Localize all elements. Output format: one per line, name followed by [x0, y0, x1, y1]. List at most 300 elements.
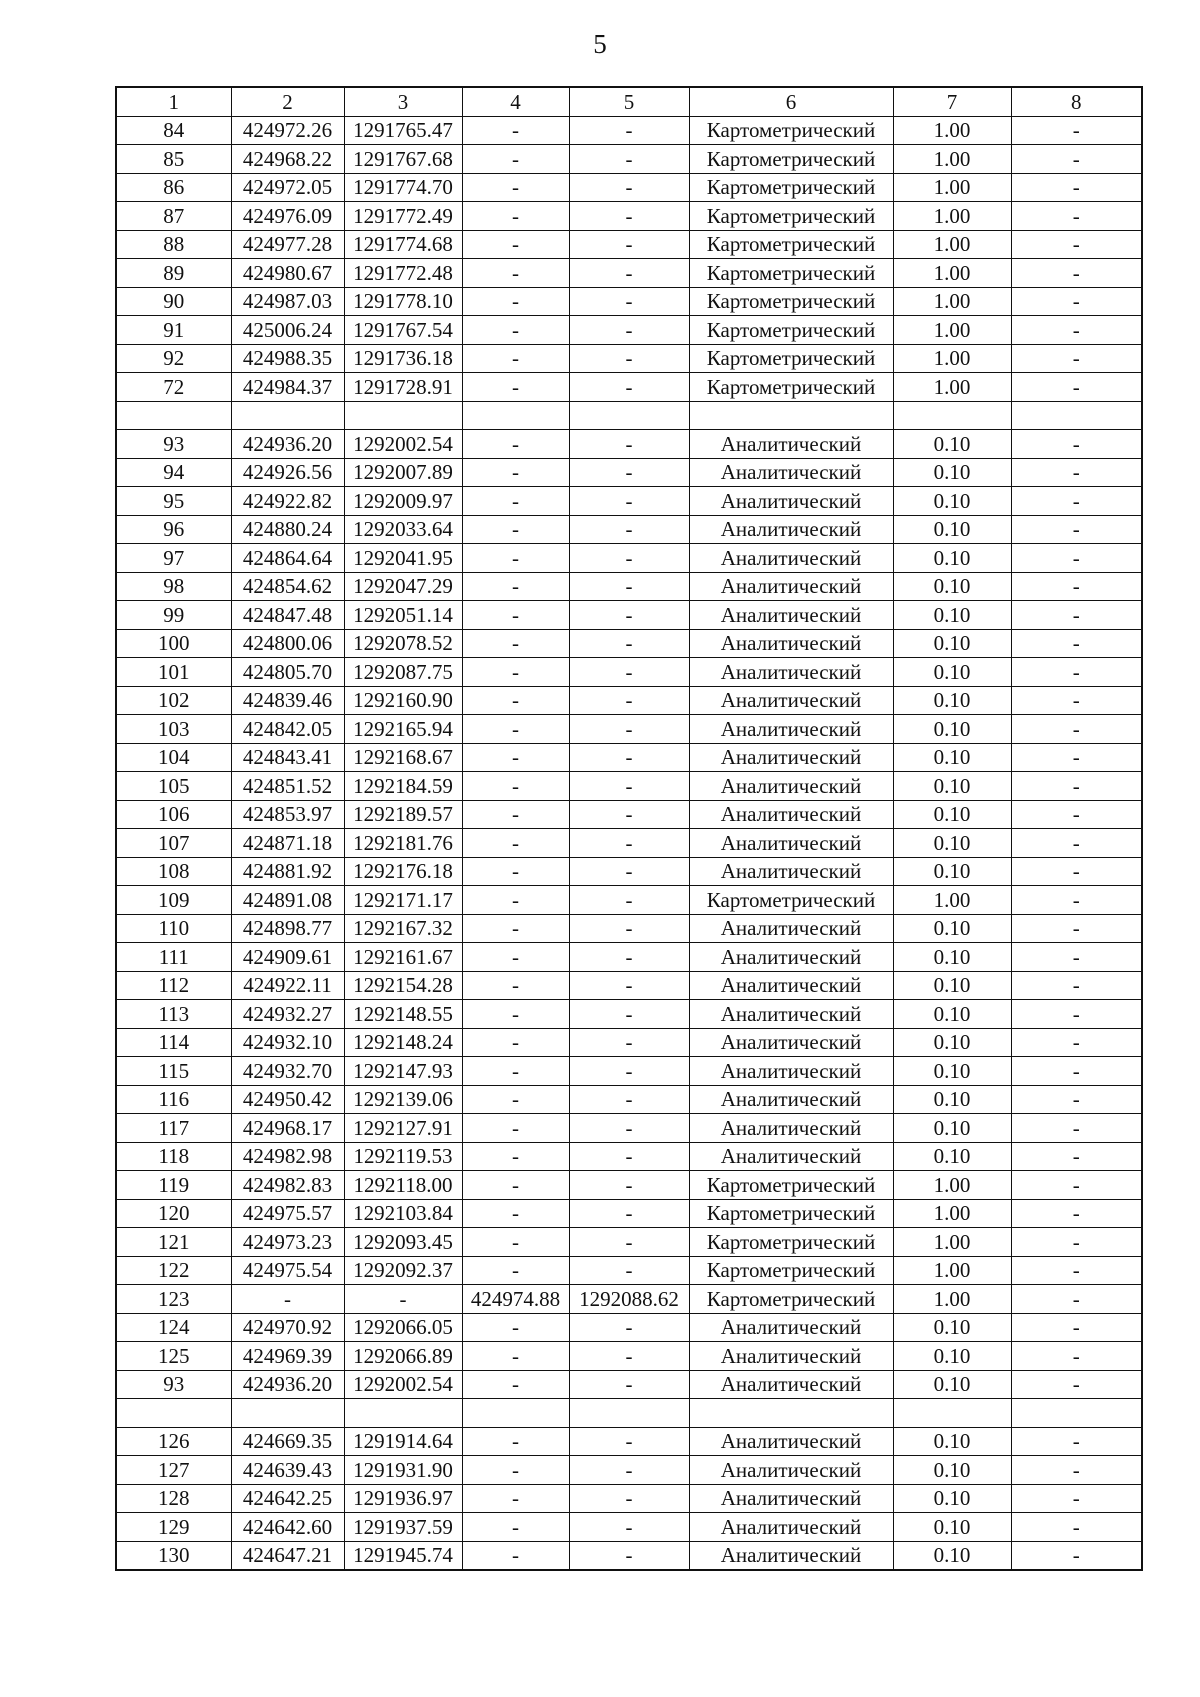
cell-point-number: 120	[116, 1199, 231, 1228]
table-row	[116, 1427, 1142, 1456]
cell-accuracy: 0.10	[893, 1427, 1011, 1456]
cell-method: Аналитический	[689, 1427, 893, 1456]
cell-y-coordinate-alt: -	[569, 971, 689, 1000]
cell-point-number: 126	[116, 1427, 231, 1456]
cell-y-coordinate: 1291936.97	[344, 1484, 462, 1513]
table-row	[116, 914, 1142, 943]
cell-x-coordinate-alt	[462, 1399, 569, 1428]
cell-y-coordinate	[344, 401, 462, 430]
cell-point-number: 72	[116, 373, 231, 402]
cell-y-coordinate: 1292161.67	[344, 943, 462, 972]
cell-method: Аналитический	[689, 1142, 893, 1171]
cell-point-number: 119	[116, 1171, 231, 1200]
cell-point-number: 87	[116, 202, 231, 231]
cell-point-number: 102	[116, 686, 231, 715]
cell-point-number: 115	[116, 1057, 231, 1086]
cell-y-coordinate: 1291931.90	[344, 1456, 462, 1485]
cell-y-coordinate: 1292041.95	[344, 544, 462, 573]
table-row	[116, 1085, 1142, 1114]
cell-y-coordinate: 1292093.45	[344, 1228, 462, 1257]
cell-x-coordinate: 424642.25	[231, 1484, 344, 1513]
cell-y-coordinate-alt: -	[569, 1342, 689, 1371]
cell-accuracy: 1.00	[893, 116, 1011, 145]
cell-accuracy: 1.00	[893, 1256, 1011, 1285]
cell-x-coordinate-alt: -	[462, 886, 569, 915]
table-row	[116, 686, 1142, 715]
table-row	[116, 829, 1142, 858]
cell-accuracy: 0.10	[893, 544, 1011, 573]
cell-x-coordinate: 424932.10	[231, 1028, 344, 1057]
cell-method: Аналитический	[689, 1370, 893, 1399]
cell-method: Аналитический	[689, 772, 893, 801]
cell-y-coordinate: 1291772.48	[344, 259, 462, 288]
cell-y-coordinate: 1291914.64	[344, 1427, 462, 1456]
table-row	[116, 1057, 1142, 1086]
column-header-4: 4	[462, 87, 569, 116]
table-row	[116, 1342, 1142, 1371]
cell-x-coordinate: 424842.05	[231, 715, 344, 744]
table-row	[116, 1456, 1142, 1485]
table-row	[116, 515, 1142, 544]
table-row	[116, 173, 1142, 202]
cell-accuracy: 0.10	[893, 1541, 1011, 1570]
cell-y-coordinate: 1292168.67	[344, 743, 462, 772]
cell-x-coordinate-alt: -	[462, 1057, 569, 1086]
cell-x-coordinate-alt: -	[462, 715, 569, 744]
cell-x-coordinate: 424864.64	[231, 544, 344, 573]
cell-x-coordinate: 424847.48	[231, 601, 344, 630]
cell-point-number: 123	[116, 1285, 231, 1314]
cell-y-coordinate: 1292184.59	[344, 772, 462, 801]
table-row	[116, 316, 1142, 345]
cell-note: -	[1011, 572, 1142, 601]
cell-point-number: 114	[116, 1028, 231, 1057]
cell-x-coordinate: 424970.92	[231, 1313, 344, 1342]
cell-y-coordinate-alt: -	[569, 857, 689, 886]
cell-x-coordinate-alt: -	[462, 316, 569, 345]
cell-note: -	[1011, 145, 1142, 174]
cell-x-coordinate: 424988.35	[231, 344, 344, 373]
cell-x-coordinate: 424805.70	[231, 658, 344, 687]
cell-point-number: 85	[116, 145, 231, 174]
cell-point-number: 103	[116, 715, 231, 744]
cell-note: -	[1011, 1171, 1142, 1200]
cell-x-coordinate: 424669.35	[231, 1427, 344, 1456]
cell-x-coordinate: 424932.70	[231, 1057, 344, 1086]
table-row	[116, 629, 1142, 658]
cell-method: Картометрический	[689, 373, 893, 402]
cell-note: -	[1011, 259, 1142, 288]
cell-accuracy: 0.10	[893, 971, 1011, 1000]
cell-y-coordinate: 1292167.32	[344, 914, 462, 943]
table-row	[116, 145, 1142, 174]
cell-y-coordinate: 1292154.28	[344, 971, 462, 1000]
cell-x-coordinate: 425006.24	[231, 316, 344, 345]
cell-method: Аналитический	[689, 458, 893, 487]
cell-method: Картометрический	[689, 202, 893, 231]
table-row	[116, 886, 1142, 915]
cell-method: Аналитический	[689, 601, 893, 630]
cell-accuracy: 1.00	[893, 886, 1011, 915]
cell-x-coordinate-alt: -	[462, 1342, 569, 1371]
cell-accuracy: 0.10	[893, 715, 1011, 744]
cell-point-number: 118	[116, 1142, 231, 1171]
cell-y-coordinate-alt: -	[569, 686, 689, 715]
cell-x-coordinate-alt: -	[462, 373, 569, 402]
cell-accuracy	[893, 401, 1011, 430]
table-row	[116, 943, 1142, 972]
cell-method: Картометрический	[689, 344, 893, 373]
cell-note: -	[1011, 1456, 1142, 1485]
cell-y-coordinate: 1292181.76	[344, 829, 462, 858]
cell-x-coordinate-alt: -	[462, 1456, 569, 1485]
cell-note: -	[1011, 743, 1142, 772]
cell-method	[689, 401, 893, 430]
cell-accuracy: 1.00	[893, 1171, 1011, 1200]
cell-method: Аналитический	[689, 1456, 893, 1485]
cell-method: Картометрический	[689, 1256, 893, 1285]
table-row	[116, 1000, 1142, 1029]
cell-x-coordinate-alt: -	[462, 629, 569, 658]
cell-note: -	[1011, 230, 1142, 259]
table-row	[116, 1399, 1142, 1428]
cell-y-coordinate: 1291778.10	[344, 287, 462, 316]
cell-method: Аналитический	[689, 715, 893, 744]
cell-note: -	[1011, 1285, 1142, 1314]
table-row	[116, 1513, 1142, 1542]
cell-note: -	[1011, 1057, 1142, 1086]
cell-note: -	[1011, 829, 1142, 858]
cell-note: -	[1011, 658, 1142, 687]
cell-y-coordinate: 1292119.53	[344, 1142, 462, 1171]
cell-point-number: 104	[116, 743, 231, 772]
cell-x-coordinate-alt: -	[462, 145, 569, 174]
cell-x-coordinate-alt: -	[462, 914, 569, 943]
cell-accuracy: 1.00	[893, 1285, 1011, 1314]
table-row	[116, 401, 1142, 430]
table-row	[116, 430, 1142, 459]
cell-accuracy: 0.10	[893, 1085, 1011, 1114]
cell-y-coordinate: 1292148.55	[344, 1000, 462, 1029]
cell-accuracy: 0.10	[893, 658, 1011, 687]
cell-y-coordinate: 1291937.59	[344, 1513, 462, 1542]
cell-x-coordinate-alt: -	[462, 202, 569, 231]
cell-method: Аналитический	[689, 1057, 893, 1086]
cell-method: Картометрический	[689, 173, 893, 202]
cell-method: Аналитический	[689, 544, 893, 573]
cell-accuracy: 0.10	[893, 572, 1011, 601]
cell-x-coordinate-alt: -	[462, 1541, 569, 1570]
cell-note: -	[1011, 202, 1142, 231]
cell-y-coordinate: 1292171.17	[344, 886, 462, 915]
cell-y-coordinate-alt: -	[569, 544, 689, 573]
table-body	[116, 116, 1142, 1570]
cell-note: -	[1011, 715, 1142, 744]
cell-point-number	[116, 401, 231, 430]
cell-x-coordinate-alt: -	[462, 658, 569, 687]
cell-accuracy: 0.10	[893, 1114, 1011, 1143]
cell-x-coordinate: 424950.42	[231, 1085, 344, 1114]
column-header-1: 1	[116, 87, 231, 116]
cell-accuracy: 1.00	[893, 230, 1011, 259]
cell-y-coordinate: 1292176.18	[344, 857, 462, 886]
cell-method: Картометрический	[689, 316, 893, 345]
cell-y-coordinate-alt: -	[569, 715, 689, 744]
cell-point-number: 129	[116, 1513, 231, 1542]
cell-y-coordinate-alt: -	[569, 116, 689, 145]
cell-method: Картометрический	[689, 1285, 893, 1314]
cell-accuracy: 1.00	[893, 259, 1011, 288]
cell-method: Аналитический	[689, 857, 893, 886]
column-header-5: 5	[569, 87, 689, 116]
cell-x-coordinate-alt: -	[462, 1114, 569, 1143]
cell-accuracy: 0.10	[893, 1370, 1011, 1399]
cell-x-coordinate: 424639.43	[231, 1456, 344, 1485]
cell-accuracy: 1.00	[893, 173, 1011, 202]
cell-note: -	[1011, 686, 1142, 715]
cell-y-coordinate: 1292009.97	[344, 487, 462, 516]
cell-point-number: 105	[116, 772, 231, 801]
cell-x-coordinate-alt: -	[462, 1171, 569, 1200]
cell-accuracy: 1.00	[893, 373, 1011, 402]
cell-y-coordinate-alt: -	[569, 886, 689, 915]
cell-x-coordinate-alt: -	[462, 772, 569, 801]
cell-x-coordinate: 424871.18	[231, 829, 344, 858]
cell-y-coordinate: -	[344, 1285, 462, 1314]
cell-y-coordinate: 1292002.54	[344, 1370, 462, 1399]
cell-y-coordinate: 1291767.68	[344, 145, 462, 174]
cell-note: -	[1011, 1427, 1142, 1456]
cell-y-coordinate-alt: -	[569, 658, 689, 687]
cell-y-coordinate-alt: -	[569, 202, 689, 231]
cell-x-coordinate-alt: -	[462, 943, 569, 972]
table-row	[116, 658, 1142, 687]
cell-x-coordinate-alt: -	[462, 1142, 569, 1171]
cell-method: Картометрический	[689, 1228, 893, 1257]
cell-y-coordinate-alt: -	[569, 145, 689, 174]
cell-note: -	[1011, 487, 1142, 516]
cell-y-coordinate-alt: -	[569, 601, 689, 630]
cell-x-coordinate: 424854.62	[231, 572, 344, 601]
cell-note: -	[1011, 316, 1142, 345]
table-row	[116, 1313, 1142, 1342]
cell-x-coordinate-alt: -	[462, 1256, 569, 1285]
cell-point-number: 91	[116, 316, 231, 345]
cell-y-coordinate-alt: -	[569, 1541, 689, 1570]
column-header-3: 3	[344, 87, 462, 116]
cell-x-coordinate: 424926.56	[231, 458, 344, 487]
cell-point-number: 88	[116, 230, 231, 259]
cell-y-coordinate-alt: -	[569, 1427, 689, 1456]
cell-y-coordinate: 1292066.05	[344, 1313, 462, 1342]
cell-accuracy: 0.10	[893, 1057, 1011, 1086]
cell-y-coordinate-alt: -	[569, 772, 689, 801]
cell-point-number: 122	[116, 1256, 231, 1285]
cell-method: Аналитический	[689, 487, 893, 516]
cell-y-coordinate: 1292092.37	[344, 1256, 462, 1285]
cell-y-coordinate-alt: -	[569, 1085, 689, 1114]
table-row	[116, 1199, 1142, 1228]
cell-point-number: 107	[116, 829, 231, 858]
cell-note: -	[1011, 1028, 1142, 1057]
cell-x-coordinate: 424936.20	[231, 1370, 344, 1399]
cell-y-coordinate-alt: -	[569, 1228, 689, 1257]
cell-x-coordinate: 424976.09	[231, 202, 344, 231]
cell-accuracy: 0.10	[893, 1028, 1011, 1057]
cell-accuracy: 1.00	[893, 145, 1011, 174]
cell-point-number: 108	[116, 857, 231, 886]
cell-note: -	[1011, 943, 1142, 972]
cell-method: Аналитический	[689, 743, 893, 772]
cell-x-coordinate-alt: 424974.88	[462, 1285, 569, 1314]
cell-x-coordinate-alt: -	[462, 1199, 569, 1228]
cell-method: Аналитический	[689, 629, 893, 658]
table-row	[116, 800, 1142, 829]
cell-accuracy: 1.00	[893, 1228, 1011, 1257]
cell-note: -	[1011, 430, 1142, 459]
cell-y-coordinate-alt: -	[569, 515, 689, 544]
cell-method: Картометрический	[689, 116, 893, 145]
table-row	[116, 715, 1142, 744]
cell-note: -	[1011, 629, 1142, 658]
cell-y-coordinate-alt: -	[569, 487, 689, 516]
table-row	[116, 458, 1142, 487]
cell-accuracy: 0.10	[893, 943, 1011, 972]
cell-accuracy: 0.10	[893, 601, 1011, 630]
cell-method: Аналитический	[689, 686, 893, 715]
cell-y-coordinate: 1292007.89	[344, 458, 462, 487]
cell-accuracy: 0.10	[893, 829, 1011, 858]
cell-method: Аналитический	[689, 943, 893, 972]
cell-y-coordinate: 1292118.00	[344, 1171, 462, 1200]
cell-point-number: 125	[116, 1342, 231, 1371]
cell-y-coordinate: 1292103.84	[344, 1199, 462, 1228]
cell-point-number: 111	[116, 943, 231, 972]
cell-y-coordinate: 1292139.06	[344, 1085, 462, 1114]
cell-x-coordinate-alt: -	[462, 1370, 569, 1399]
cell-x-coordinate: 424881.92	[231, 857, 344, 886]
cell-y-coordinate-alt: -	[569, 1313, 689, 1342]
cell-note: -	[1011, 1541, 1142, 1570]
cell-point-number: 99	[116, 601, 231, 630]
cell-x-coordinate: 424968.22	[231, 145, 344, 174]
cell-method: Аналитический	[689, 914, 893, 943]
cell-method: Аналитический	[689, 658, 893, 687]
cell-method: Картометрический	[689, 287, 893, 316]
cell-y-coordinate-alt: -	[569, 629, 689, 658]
cell-point-number: 100	[116, 629, 231, 658]
cell-x-coordinate: 424642.60	[231, 1513, 344, 1542]
cell-x-coordinate: 424853.97	[231, 800, 344, 829]
cell-x-coordinate-alt: -	[462, 344, 569, 373]
cell-accuracy: 0.10	[893, 1142, 1011, 1171]
cell-accuracy: 0.10	[893, 857, 1011, 886]
cell-y-coordinate: 1292051.14	[344, 601, 462, 630]
cell-accuracy: 0.10	[893, 1513, 1011, 1542]
cell-y-coordinate-alt	[569, 401, 689, 430]
cell-x-coordinate: 424982.83	[231, 1171, 344, 1200]
cell-x-coordinate: 424647.21	[231, 1541, 344, 1570]
cell-method: Картометрический	[689, 259, 893, 288]
table-row	[116, 857, 1142, 886]
table-row	[116, 1285, 1142, 1314]
cell-y-coordinate: 1291765.47	[344, 116, 462, 145]
cell-x-coordinate: 424975.57	[231, 1199, 344, 1228]
cell-y-coordinate-alt: -	[569, 829, 689, 858]
cell-method: Картометрический	[689, 230, 893, 259]
cell-x-coordinate-alt: -	[462, 1085, 569, 1114]
cell-method	[689, 1399, 893, 1428]
cell-method: Картометрический	[689, 145, 893, 174]
cell-accuracy: 0.10	[893, 800, 1011, 829]
cell-y-coordinate-alt: -	[569, 1370, 689, 1399]
cell-y-coordinate-alt: -	[569, 800, 689, 829]
cell-x-coordinate-alt: -	[462, 1484, 569, 1513]
cell-note: -	[1011, 772, 1142, 801]
cell-point-number: 94	[116, 458, 231, 487]
cell-note: -	[1011, 1142, 1142, 1171]
cell-point-number: 95	[116, 487, 231, 516]
cell-y-coordinate: 1292189.57	[344, 800, 462, 829]
table-row	[116, 116, 1142, 145]
cell-note: -	[1011, 1484, 1142, 1513]
table-header-row	[116, 87, 1142, 116]
cell-x-coordinate-alt: -	[462, 601, 569, 630]
cell-note: -	[1011, 1313, 1142, 1342]
cell-y-coordinate-alt: -	[569, 1456, 689, 1485]
cell-y-coordinate-alt: -	[569, 1000, 689, 1029]
cell-accuracy: 1.00	[893, 287, 1011, 316]
cell-note: -	[1011, 886, 1142, 915]
cell-point-number: 117	[116, 1114, 231, 1143]
cell-note	[1011, 1399, 1142, 1428]
cell-note: -	[1011, 1199, 1142, 1228]
cell-x-coordinate: 424977.28	[231, 230, 344, 259]
cell-note: -	[1011, 1342, 1142, 1371]
cell-y-coordinate: 1292148.24	[344, 1028, 462, 1057]
cell-x-coordinate: -	[231, 1285, 344, 1314]
table-row	[116, 1114, 1142, 1143]
cell-accuracy: 0.10	[893, 772, 1011, 801]
cell-y-coordinate-alt: -	[569, 943, 689, 972]
cell-x-coordinate: 424973.23	[231, 1228, 344, 1257]
column-header-6: 6	[689, 87, 893, 116]
table-row	[116, 1370, 1142, 1399]
cell-accuracy: 0.10	[893, 1000, 1011, 1029]
cell-accuracy: 0.10	[893, 1342, 1011, 1371]
column-header-8: 8	[1011, 87, 1142, 116]
coordinates-table	[115, 86, 1143, 1571]
cell-note: -	[1011, 1085, 1142, 1114]
cell-accuracy: 0.10	[893, 487, 1011, 516]
cell-y-coordinate-alt: -	[569, 316, 689, 345]
cell-method: Аналитический	[689, 515, 893, 544]
column-header-2: 2	[231, 87, 344, 116]
cell-x-coordinate-alt: -	[462, 259, 569, 288]
cell-x-coordinate-alt: -	[462, 1513, 569, 1542]
cell-point-number: 92	[116, 344, 231, 373]
cell-y-coordinate: 1292047.29	[344, 572, 462, 601]
cell-x-coordinate-alt: -	[462, 1228, 569, 1257]
cell-y-coordinate: 1292127.91	[344, 1114, 462, 1143]
cell-note: -	[1011, 1114, 1142, 1143]
cell-x-coordinate: 424922.11	[231, 971, 344, 1000]
cell-x-coordinate: 424800.06	[231, 629, 344, 658]
cell-x-coordinate: 424922.82	[231, 487, 344, 516]
cell-y-coordinate-alt: -	[569, 743, 689, 772]
cell-y-coordinate-alt	[569, 1399, 689, 1428]
cell-y-coordinate: 1291774.68	[344, 230, 462, 259]
